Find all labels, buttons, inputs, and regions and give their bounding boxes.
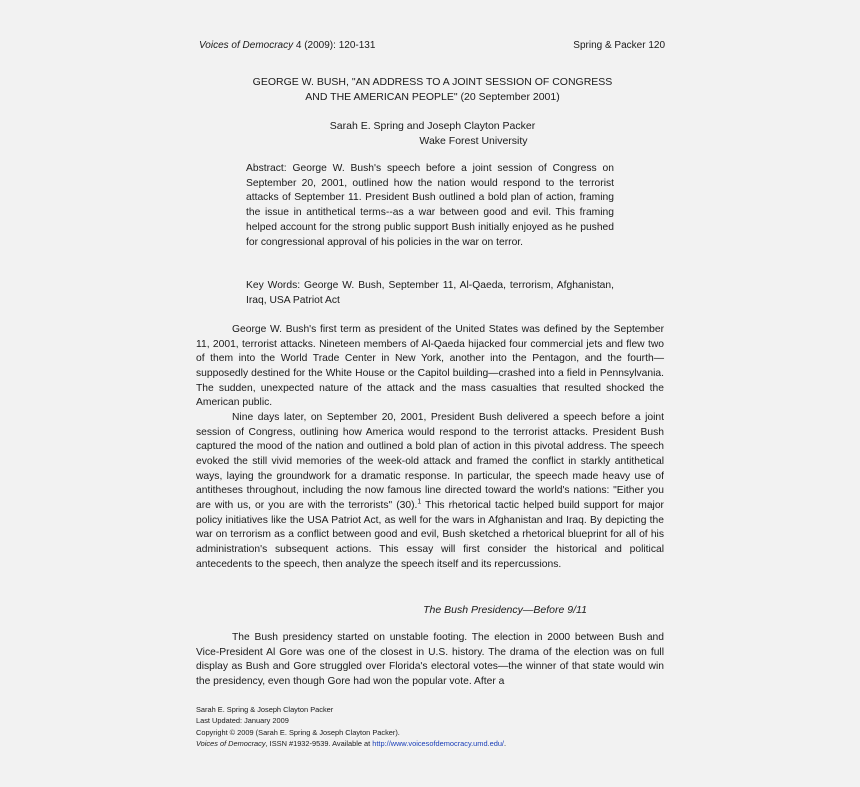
footnote-marker[interactable]: 1 [417,498,422,506]
footer-authors: Sarah E. Spring & Joseph Clayton Packer [196,705,334,714]
keywords: Key Words: George W. Bush, September 11, Al-Qaeda, terrorism, Afghanistan, Iraq, USA Patriot Act [246,280,614,306]
author-names: Sarah E. Spring and Joseph Clayton Packer [329,120,536,132]
paragraph-3: The Bush presidency started on unstable footing. The election in 2000 between Bush and Vice-President Al Gore was one of the closest in U.S. history. The drama of the election was on full display as Bush and Gore struggled over Florida's electoral votes—the winner of that state would win the presidency, even though Gore had won the popular vote. After a [196,632,664,687]
abstract: Abstract: George W. Bush's speech before a joint session of Congress on September 20, 2001, outlined how the nation would respond to the terrorist attacks of September 11. President Bush outlined a bold plan of action, framing the issue in antithetical terms--as a war between good and evil. This framing helped account for the strong public support Bush initially enjoyed as he pushed for congressional approval of his policies in the war on terror. [246,163,614,248]
footer-copyright: Copyright © 2009 (Sarah E. Spring & Joseph Clayton Packer). [196,727,400,737]
running-head-page: Spring & Packer 120 [573,40,665,51]
title-line-1: GEORGE W. BUSH, "AN ADDRESS TO A JOINT SESSION OF CONGRESS [252,76,613,88]
journal-url-link[interactable]: http://www.voicesofdemocracy.umd.edu/ [372,738,504,748]
paragraph-1: George W. Bush's first term as president of the United States was defined by the September 11, 2001, terrorist attacks. Nineteen members of Al-Qaeda hijacked four commercial jets and flew two of them into the World Trade Center in New York, another into the Pentagon, and the fourth—supposedly destined for the White House or the Capitol building—crashed into a field in Pennsylvania. The sudden, unexpected nature of the attack and the mass casualties that resulted shocked the American public. [196,324,664,409]
footer-updated: Last Updated: January 2009 [196,716,289,726]
page-footer [196,704,666,749]
title-line-2: AND THE AMERICAN PEOPLE" (20 September 2001) [305,91,560,103]
author-affiliation: Wake Forest University [419,135,528,147]
footer-availability: Voices of Democracy, ISSN #1932-9539. Available at http://www.voicesofdemocracy.umd.edu/. [196,738,507,748]
section-heading: The Bush Presidency—Before 9/11 [423,604,587,616]
running-head-citation: Voices of Democracy 4 (2009): 120-131 [199,40,376,51]
body-section-presidency [196,631,664,690]
article-title [200,75,665,105]
body-section-intro [196,323,664,572]
author-block [200,119,665,149]
paragraph-2: Nine days later, on September 20, 2001, President Bush delivered a speech before a joint session of Congress, outlining how America would respond to the terrorist attacks. President Bush captured the mood of the nation and outlined a bold plan of action in this pivotal address. The speech evoked the still vivid memories of the week-old attack and framed the conflict in starkly antithetical ways, laying the groundwork for a dramatic response. In particular, the speech made heavy use of antitheses throughout, including the now famous line directed toward the world's nations: "Either you are with us, or you are with the terrorists" (30).$^1$ This rhetorical tactic helped build support for major policy initiatives like the USA Patriot Act, as well for the wars in Afghanistan and Iraq. By depicting the war on terrorism as a conflict between good and evil, Bush sketched a rhetorical blueprint for all of his administration's subsequent actions. This essay will first consider the historical and political antecedents to the speech, then analyze the speech itself and its repercussions. [196,411,664,570]
